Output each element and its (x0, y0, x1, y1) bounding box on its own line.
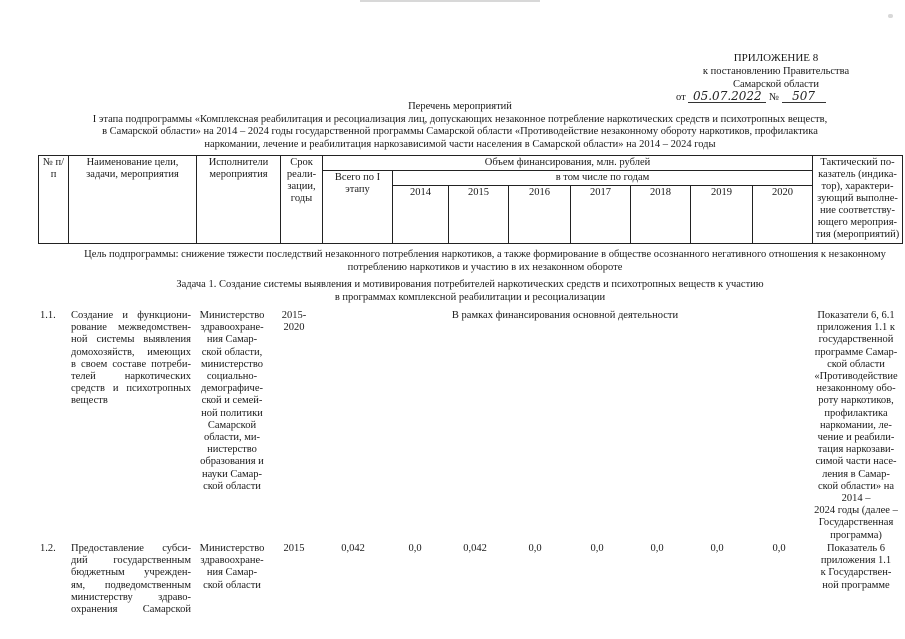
row-num: 1.1. (40, 310, 56, 321)
funding-table-header (38, 155, 903, 244)
row-value-2019: 0,0 (710, 543, 724, 554)
exec-line: ской области (203, 480, 261, 492)
name-line: веществ (71, 395, 108, 407)
indicator-line: 2014 – (841, 493, 871, 505)
row-indicator (808, 543, 904, 592)
name-line: Создание и функциони- (71, 310, 191, 321)
term-line: 2020 (283, 322, 305, 334)
exec-line: здравоохране- (200, 322, 264, 334)
exec-line: ской и семей- (201, 395, 263, 407)
appendix-line3: Самарской области (733, 79, 819, 90)
row-value-2020: 0,0 (772, 543, 786, 554)
row-total: 0,042 (341, 543, 365, 554)
name-line: в своем составе потреби- (71, 358, 191, 370)
header-num: № п/п (39, 156, 69, 244)
name-line: министерству здраво- (71, 591, 191, 603)
task-line2: в программах комплексной реабилитации и ресоциализации (334, 291, 606, 303)
indicator-line: 2024 годы (далее – (814, 505, 898, 517)
row-executors (193, 310, 271, 493)
document-title (60, 101, 860, 151)
exec-line: образования и (200, 456, 264, 468)
indicator-line: наркомании, ле- (820, 419, 892, 431)
indicator-line: приложения 1.1 (820, 555, 892, 567)
row-term (274, 310, 314, 334)
indicator-line: роту наркотиков, (818, 395, 894, 407)
indicator-line: Государственная (818, 517, 894, 529)
header-total: Всего по I этапу (323, 171, 393, 244)
indicator-line: незаконному обо- (816, 383, 896, 395)
row-name (71, 543, 191, 616)
exec-line: области, ми- (203, 432, 261, 444)
exec-line: ния Самар- (206, 334, 258, 346)
indicator-line: ной программе (822, 579, 890, 591)
indicator-line: государственной (818, 334, 894, 346)
indicator-line: тация наркозави- (817, 444, 895, 456)
name-line: бюджетным учрежден- (71, 567, 191, 579)
row-value-2017: 0,0 (590, 543, 604, 554)
header-funding: Объем финансирования, млн. рублей (323, 156, 813, 171)
header-year: 2014 (393, 186, 449, 244)
indicator-line: ской области (827, 358, 885, 370)
header-name: Наименование цели, задачи, мероприятия (69, 156, 197, 244)
name-line: домохозяйств, имеющих (71, 346, 191, 358)
indicator-line: программе Самар- (814, 346, 898, 358)
name-line: ной системы выявления (71, 334, 191, 346)
task-1 (120, 279, 820, 304)
row-name (71, 310, 191, 408)
title-line4: наркомании, лечение и реабилитация наркозависимой части населения в Самарской области» на 2014 – 2024 годы (204, 138, 716, 150)
indicator-line: Показатель 6 (826, 543, 886, 554)
exec-line: ской области, (201, 346, 263, 358)
name-line: рование межведомствен- (71, 322, 191, 334)
indicator-line: профилактика (824, 407, 888, 419)
exec-line: ной политики (201, 407, 263, 419)
name-line: ям, подведомственным (71, 579, 191, 591)
header-year: 2017 (571, 186, 631, 244)
handwritten-number: 507 (782, 90, 826, 103)
appendix-line2: к постановлению Правительства (702, 66, 850, 77)
indicator-line: симой части насе- (815, 456, 897, 468)
name-line: дий государственным (71, 555, 191, 567)
row-indicator (808, 310, 904, 542)
exec-line: Министерство (199, 543, 265, 554)
row-num: 1.2. (40, 543, 56, 554)
exec-line: Самарской (207, 419, 257, 431)
scan-artifact (888, 14, 893, 18)
title-line1: Перечень мероприятий (408, 101, 512, 112)
indicator-line: Показатели 6, 6.1 (817, 310, 895, 321)
header-year: 2016 (509, 186, 571, 244)
header-term: Срок реали-зации, годы (281, 156, 323, 244)
exec-line: ской области (203, 579, 261, 591)
exec-line: ния Самар- (206, 567, 258, 579)
exec-line: министерство (200, 358, 264, 370)
term-line: 2015- (281, 310, 307, 321)
exec-line: науки Самар- (202, 468, 262, 480)
from-label: от (676, 92, 686, 103)
indicator-line: «Противодействие (814, 371, 898, 383)
indicator-line: приложения 1.1 к (816, 322, 896, 334)
indicator-line: программа) (830, 529, 882, 541)
appendix-title: ПРИЛОЖЕНИЕ 8 (733, 52, 819, 64)
indicator-line: ской области» на (818, 480, 894, 492)
exec-line: социально- (206, 371, 258, 383)
scan-artifact (360, 0, 540, 2)
name-line: Предоставление субси- (71, 543, 191, 554)
name-line: охранения Самарской (71, 604, 191, 616)
goal-line2: потреблению наркотиков и участию в их незаконном обороте (347, 261, 623, 273)
header-year: 2018 (631, 186, 691, 244)
header-year: 2015 (449, 186, 509, 244)
exec-line: Министерство (199, 310, 265, 321)
funding-note: В рамках финансирования основной деятельности (451, 310, 679, 321)
name-line: телей наркотических (71, 371, 191, 383)
title-line3: в Самарской области» на 2014 – 2024 годы государственной программы Самарской области «Противодействие незаконному обороту наркотиков, профилактика (102, 126, 818, 137)
name-line: средств и психотропных (71, 383, 191, 395)
handwritten-date: 05.07.2022 (688, 90, 766, 103)
indicator-line: к Государствен- (820, 567, 892, 579)
row-executors (193, 543, 271, 592)
row-value-2015: 0,042 (463, 543, 487, 554)
header-incl: в том числе по годам (393, 171, 813, 186)
header-executors: Исполнители мероприятия (197, 156, 281, 244)
row-term: 2015 (283, 543, 305, 554)
row-value-2014: 0,0 (408, 543, 422, 554)
header-year: 2019 (691, 186, 753, 244)
header-indicator: Тактический по-казатель (индика-тор), характери-зующий выполне-ние соответству-ющего мероприя-тия (мероприятий) (813, 156, 903, 244)
row-value-2016: 0,0 (528, 543, 542, 554)
program-goal (70, 249, 900, 274)
header-year: 2020 (753, 186, 813, 244)
exec-line: демографиче- (201, 383, 263, 395)
number-label: № (768, 92, 779, 103)
title-line2: I этапа подпрограммы «Комплексная реабилитация и ресоциализация лиц, допускающих незаконное потребление наркотических средств и психотропных веществ, (92, 113, 828, 125)
goal-line1: Цель подпрограммы: снижение тяжести последствий незаконного потребления наркотиков, а также формирование в обществе осознанного негативного отношения к незаконному (84, 249, 886, 260)
exec-line: нистерство (207, 444, 257, 456)
indicator-line: чение и реабили- (817, 432, 895, 444)
row-value-2018: 0,0 (650, 543, 664, 554)
indicator-line: ления в Самар- (822, 468, 890, 480)
task-line1: Задача 1. Создание системы выявления и мотивирования потребителей наркотических средств и психотропных веществ к участию (176, 279, 764, 290)
exec-line: здравоохране- (200, 555, 264, 567)
appendix-block (676, 52, 876, 91)
